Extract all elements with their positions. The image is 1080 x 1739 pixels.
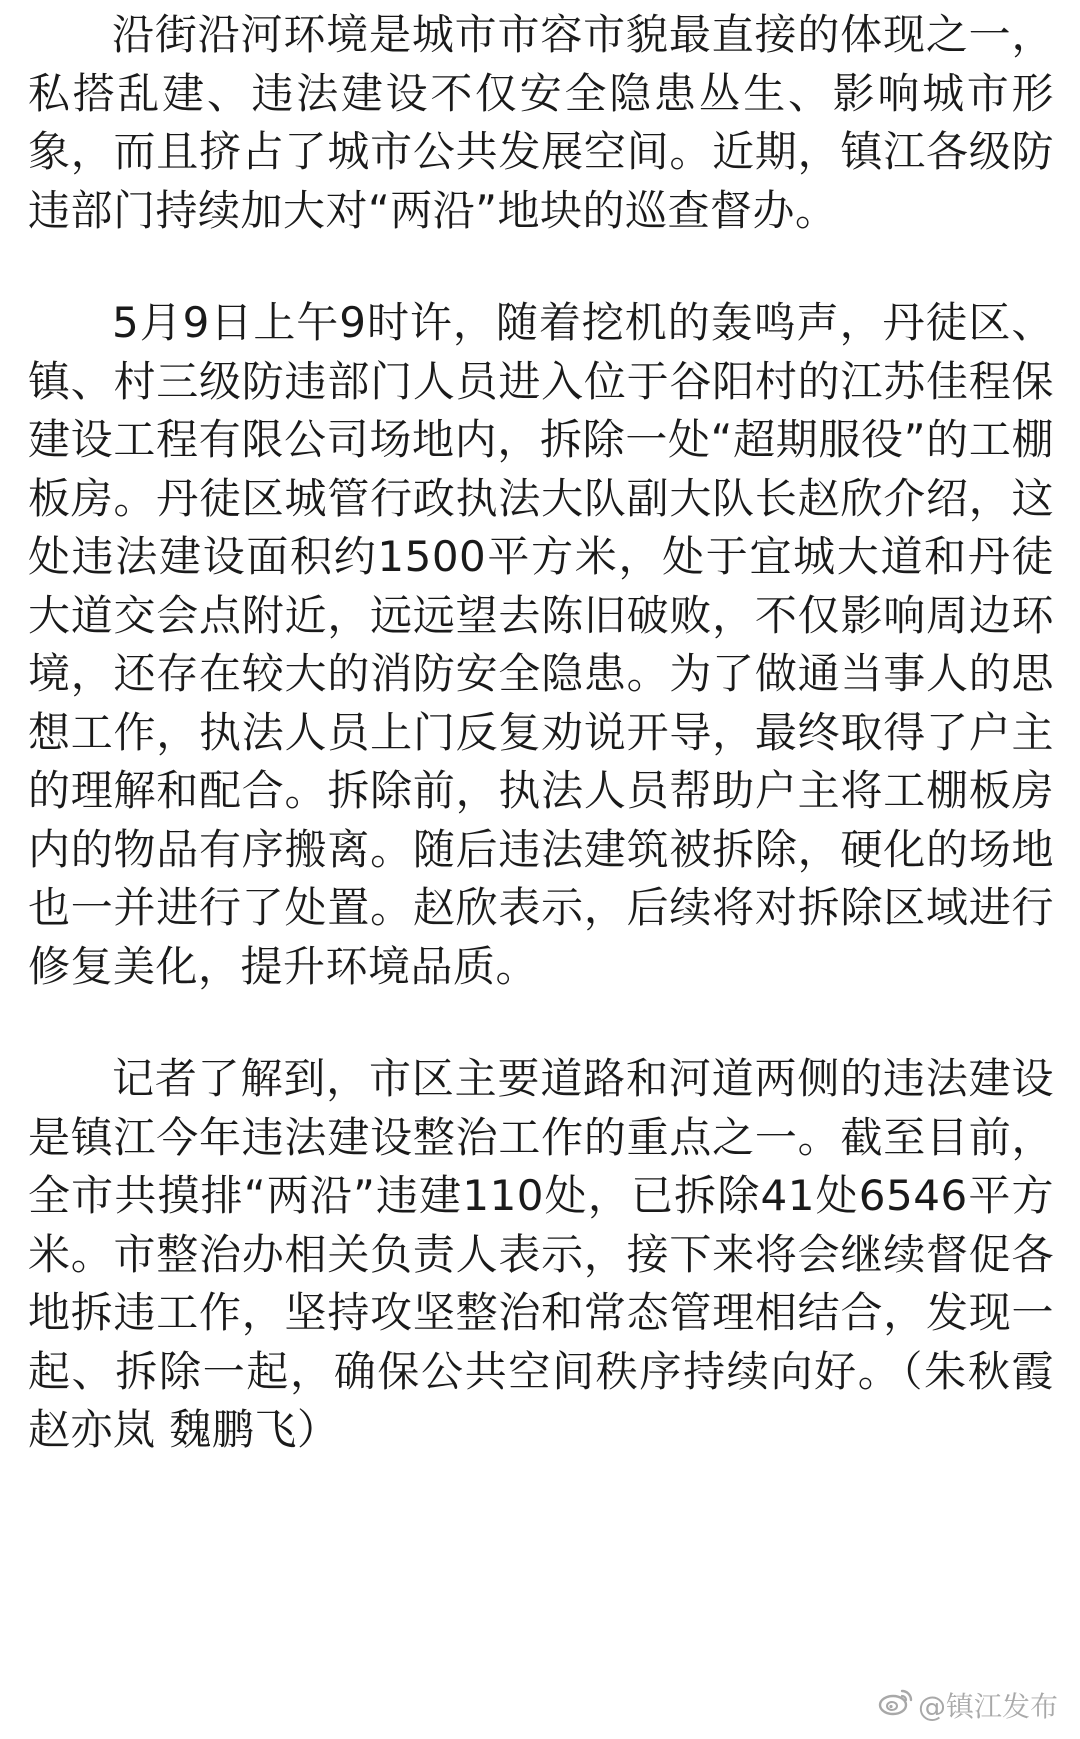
article-body [28,0,1054,1460]
article-paragraph: 5月9日上午9时许，随着挖机的轰鸣声，丹徒区、镇、村三级防违部门人员进入位于谷阳村的江苏佳程保建设工程有限公司场地内，拆除一处“超期服役”的工棚板房。丹徒区城管行政执法大队副大队长赵欣介绍，这处违法建设面积约1500平方米，处于宜城大道和丹徒大道交会点附近，远远望去陈旧破败，不仅影响周边环境，还存在较大的消防安全隐患。为了做通当事人的思想工作，执法人员上门反复劝说开导，最终取得了户主的理解和配合。拆除前，执法人员帮助户主将工棚板房内的物品有序搬离。随后违法建筑被拆除，硬化的场地也一并进行了处置。赵欣表示，后续将对拆除区域进行修复美化，提升环境品质。 [28,298,1054,991]
article-paragraph: 记者了解到，市区主要道路和河道两侧的违法建设是镇江今年违法建设整治工作的重点之一。截至目前，全市共摸排“两沿”违建110处，已拆除41处6546平方米。市整治办相关负责人表示，接下来将会继续督促各地拆违工作，坚持攻坚整治和常态管理相结合，发现一起、拆除一起，确保公共空间秩序持续向好。（朱秋霞 赵亦岚 魏鹏飞） [28,1054,1054,1454]
article-paragraph: 沿街沿河环境是城市市容市貌最直接的体现之一，私搭乱建、违法建设不仅安全隐患丛生、影响城市形象，而且挤占了城市公共发展空间。近期，镇江各级防违部门持续加大对“两沿”地块的巡查督办。 [28,10,1054,235]
watermark-text: @镇江发布 [917,1690,1058,1723]
weibo-watermark [878,1685,1058,1725]
weibo-icon [878,1686,914,1725]
